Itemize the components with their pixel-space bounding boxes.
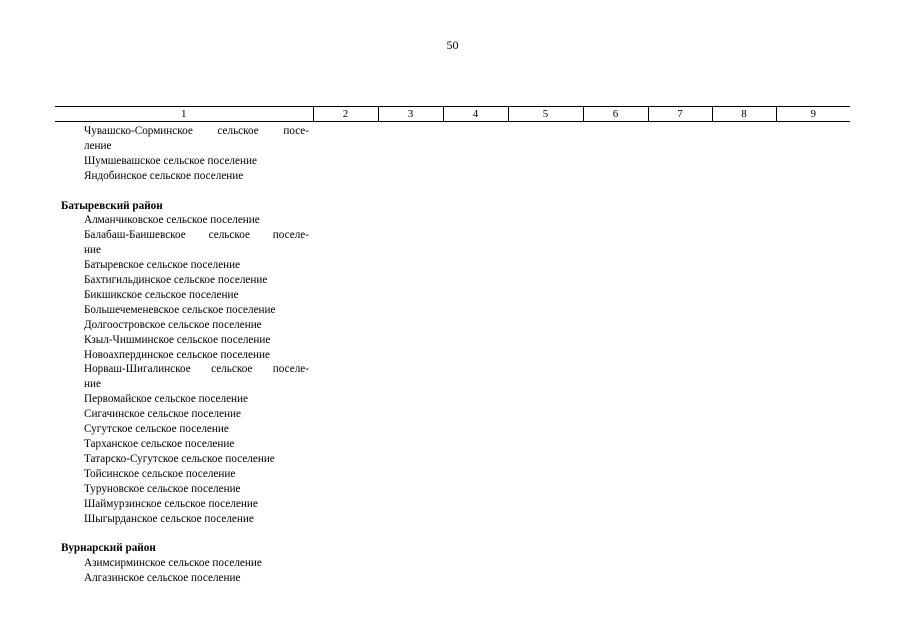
settlement-name-line: Алманчиковское сельское поселение — [84, 214, 260, 227]
settlement-name-line: Шаймурзинское сельское поселение — [84, 497, 258, 510]
column-number-1: 1 — [55, 107, 313, 122]
settlement-entry — [61, 154, 309, 169]
district-heading: Батыревский район — [61, 199, 163, 212]
settlement-name-line: ление — [84, 139, 112, 152]
settlement-entry — [61, 318, 309, 333]
settlement-name-line: Большечеменевское сельское поселение — [84, 303, 276, 316]
settlement-entry — [61, 512, 309, 527]
settlement-name-line: Балабаш-Баишевское сельское поселе- — [84, 229, 309, 242]
settlement-name-line: Сигачинское сельское поселение — [84, 408, 241, 421]
settlement-entry — [61, 422, 309, 437]
settlement-entry — [61, 124, 309, 154]
page-number: 50 — [446, 38, 459, 52]
settlement-entry — [61, 333, 309, 348]
settlement-entry — [61, 213, 309, 228]
settlement-entry — [61, 571, 309, 586]
column-number-8: 8 — [712, 107, 776, 122]
settlement-name-line: Бикшикское сельское поселение — [84, 288, 239, 301]
settlement-name-line: Алгазинское сельское поселение — [84, 572, 241, 585]
header-row — [55, 107, 850, 122]
settlement-entry — [61, 407, 309, 422]
column-number-6: 6 — [583, 107, 648, 122]
settlement-entry — [61, 497, 309, 512]
settlement-entry — [61, 169, 309, 184]
settlement-entry — [61, 228, 309, 258]
settlement-entry — [61, 362, 309, 392]
column-number-9: 9 — [776, 107, 850, 122]
settlement-name-line: ние — [84, 244, 101, 257]
column-number-2: 2 — [313, 107, 378, 122]
settlement-name-line: Норваш-Шигалинское сельское поселе- — [84, 363, 309, 376]
settlement-name-line: Долгоостровское сельское поселение — [84, 318, 262, 331]
settlement-name-line: Шумшевашское сельское поселение — [84, 154, 257, 167]
column-number-7: 7 — [648, 107, 712, 122]
settlement-entry — [61, 348, 309, 363]
column-number-header — [55, 106, 850, 122]
settlement-entry — [61, 288, 309, 303]
settlement-name-line: Шыгырданское сельское поселение — [84, 512, 254, 525]
settlement-list — [61, 124, 321, 586]
settlement-name-line: Бахтигильдинское сельское поселение — [84, 274, 268, 287]
settlement-name-line: Новоахпердинское сельское поселение — [84, 348, 270, 361]
settlement-entry — [61, 437, 309, 452]
settlement-name-line: Татарско-Сугутское сельское поселение — [84, 452, 275, 465]
column-number-5: 5 — [508, 107, 583, 122]
settlement-entry — [61, 392, 309, 407]
settlement-name-line: Первомайское сельское поселение — [84, 393, 248, 406]
settlement-entry — [61, 467, 309, 482]
settlement-entry — [61, 303, 309, 318]
column-number-3: 3 — [378, 107, 443, 122]
settlement-entry — [61, 273, 309, 288]
settlement-name-line: Батыревское сельское поселение — [84, 259, 241, 272]
settlement-name-line: Тарханское сельское поселение — [84, 438, 235, 451]
settlement-name-line: ние — [84, 378, 101, 391]
settlement-entry — [61, 258, 309, 273]
settlement-name-line: Сугутское сельское поселение — [84, 423, 229, 436]
column-number-4: 4 — [443, 107, 508, 122]
settlement-name-line: Кзыл-Чишминское сельское поселение — [84, 333, 271, 346]
settlement-name-line: Тойсинское сельское поселение — [84, 467, 236, 480]
settlement-name-line: Яндобинское сельское поселение — [84, 169, 244, 182]
settlement-entry — [61, 556, 309, 571]
settlement-entry — [61, 482, 309, 497]
settlement-name-line: Азимсирминское сельское поселение — [84, 557, 262, 570]
settlement-name-line: Чувашско-Сорминское сельское посе- — [84, 125, 309, 137]
settlement-entry — [61, 452, 309, 467]
district-heading: Вурнарский район — [61, 542, 156, 555]
settlement-name-line: Туруновское сельское поселение — [84, 482, 241, 495]
